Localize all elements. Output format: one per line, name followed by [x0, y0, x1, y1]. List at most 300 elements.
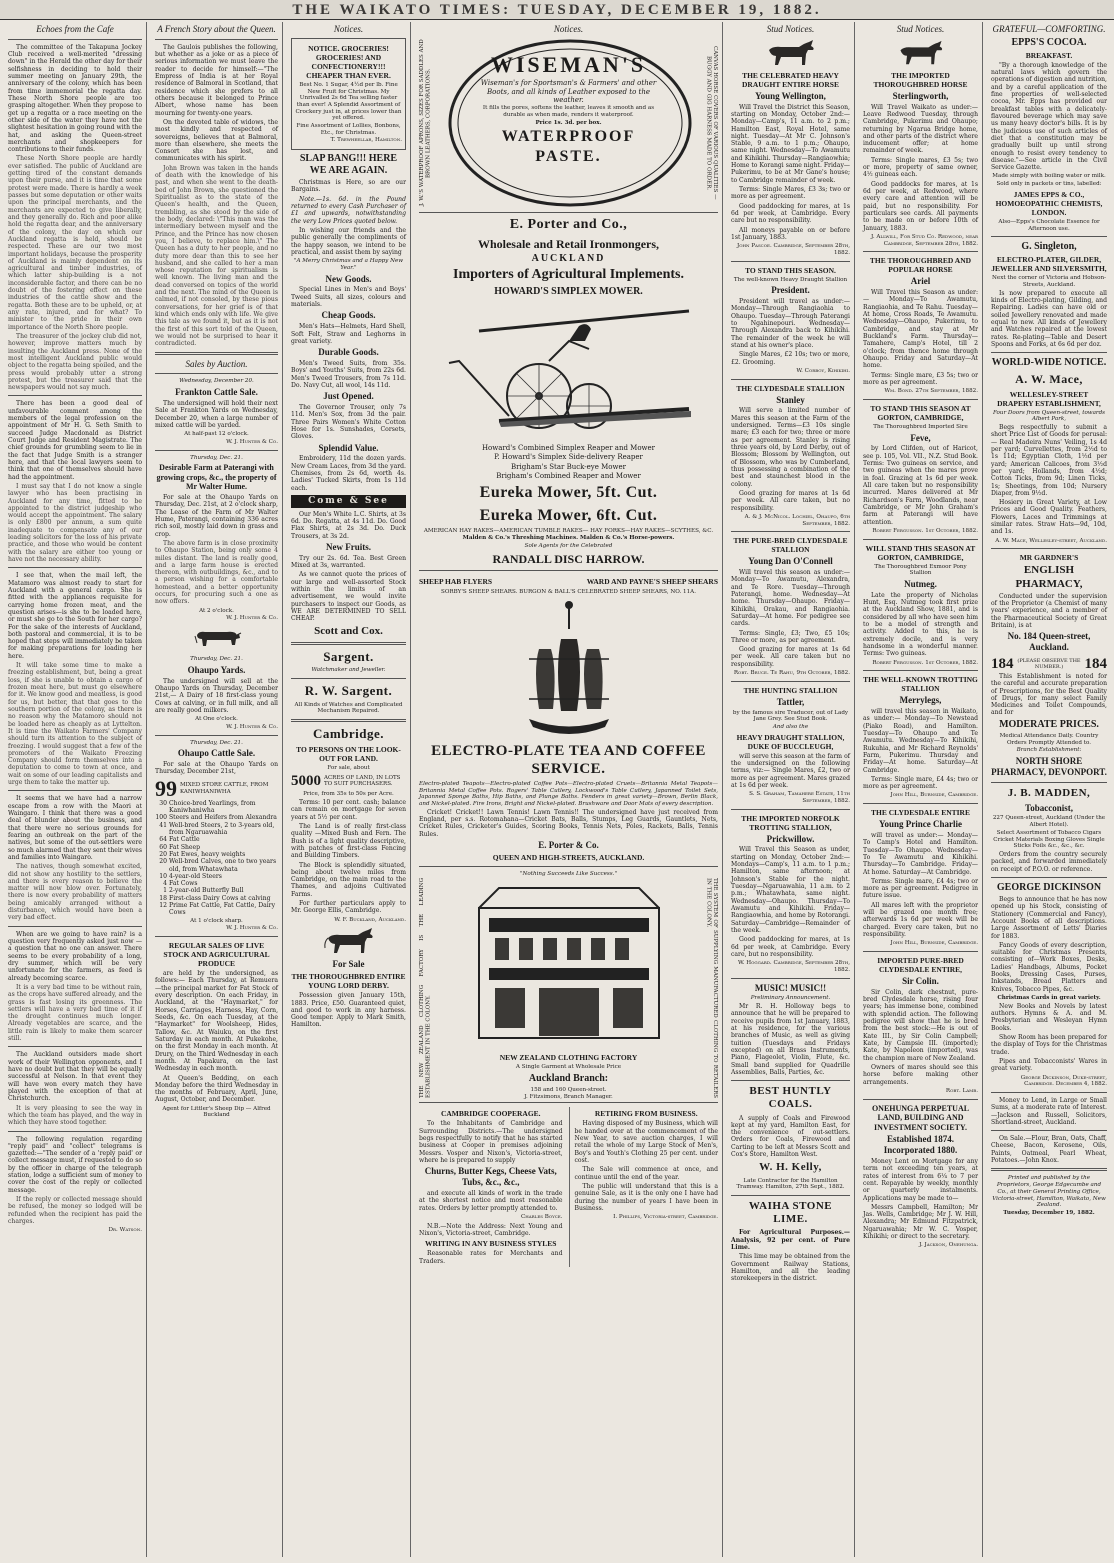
nothing-succeeds: "Nothing Succeeds Like Success." [519, 870, 618, 877]
world-wide-notice: WORLD-WIDE NOTICE. [991, 357, 1107, 369]
column-4 [415, 22, 723, 1557]
mace-sub: WELLESLEY-STREET DRAPERY ESTABLISHMENT, [997, 389, 1101, 408]
echoes-fill-1: These North Shore people are hardly ever satisfied. The public of Auckland are getting tired of the constant demands upon their purse, and it is time that some protest were made. There is hardly a week passes but some deputation or other waits upon the principal merchants, and the merchants are expected to give liberally, and they generally do. Rich and poor alike hold the regatta dear, and the anniversary of the colony, the day on which our Auckland regatta is held, should be respected. These are our two most important holidays, because the prosperity of Auckland is mainly dependent on its agricultural and timber industries, of which latter ship-building is a not inconsiderable factor, and there can be no doubt of the fostering effect on these industries of the cattle show and the regatta. Both these are to be upheld, or, at any rate, injured, and for what? To minister to the pride in their own importance of the North Shore people. [8, 155, 142, 331]
porter-auckland: AUCKLAND [531, 252, 606, 264]
s5-sub: by the famous sire Traducer, out of Lady Jane Grey. See Stud Book. [732, 709, 849, 723]
sale4-list-count: 60 [159, 843, 167, 851]
sale4-signature: W. J. Hunter & Co. [226, 925, 278, 932]
pharmacy-number-row [991, 655, 1107, 673]
sale4-list-count: 20 [159, 858, 167, 866]
echoes-p5: When are we going to have rain? is a question very frequently asked just now —a question that no one can answer. There seems to be every probability of a long, dry summer, which will be very unfortunate for the farmers, as feed is already becoming scarce. [8, 930, 142, 982]
sale4-big-text: MIXED STORE CATTLE, FROM KANIWHANIWHA [180, 782, 269, 795]
s2-terms: Single Mares, £2 10s; two or more, £2. Grooming. [731, 351, 850, 366]
sale4-list-text: Well-bred Calves, one to two years old, from Whatawhata [169, 858, 277, 873]
madden-address: 227 Queen-street, Auckland (Under the Albert Hotel). [992, 815, 1106, 829]
porter-address: QUEEN AND HIGH-STREETS, AUCKLAND. [492, 852, 645, 862]
shears-right: WARD AND PAYNE'S SHEEP SHEARS [586, 577, 718, 587]
on-sale: On Sale.—Flour, Bran, Oats, Chaff, Cheese, Bacon, Kerosene, Oils, Paints, Oatmeal, Pearl Wheat, Potatoes.—John Knox. [991, 1135, 1107, 1165]
land-particulars: For further particulars apply to Mr. George Ellis, Cambridge. [291, 900, 406, 915]
sale4-list-text: Fat Cows [169, 880, 198, 888]
french-story-p2: On the devoted table of widows, the most kindly and respected of sovereigns, believes that at Balmoral, more than elsewhere, she meets the Consort she has lost, and communicates with his spirit. [155, 118, 278, 163]
t3-name: Feve, [910, 432, 931, 443]
sale2-signature: W. J. Hunter & Co. [226, 615, 278, 622]
sale3-body: The undersigned will sell at the Ohaupo Yards on Thursday, December 21st,— A Dairy of 18 first-class young Cows at calving, or in full milk, and all are really good milkers. [155, 677, 278, 714]
s3-signature: A. & J. McNicol. Lochiel, Ohaupo, 6th September, 1882. [744, 513, 850, 527]
reapers-list [419, 444, 718, 481]
eureka-1: Eureka Mower, 5ft. Cut. [479, 484, 658, 502]
sale4-lead: For sale at the Ohaupo Yards on Thursday, December 21st, [155, 761, 278, 776]
music-sub: Preliminary Announcement. [750, 995, 831, 1002]
retiring-body-2: The Sale will commence at once, and continue until the end of the year. [574, 1166, 718, 1181]
t5-title: THE WELL-KNOWN TROTTING STALLION [863, 675, 978, 694]
waiha-foot: This lime may be obtained from the Government Railway Stations, Hamilton, and all the leading storekeepers in the district. [731, 1253, 850, 1283]
t2-name: Ariel [910, 276, 931, 287]
acres-number: 5000 [291, 773, 321, 790]
nzcf-branch: Auckland Branch: [528, 1072, 609, 1084]
singleton-body: Is now prepared to execute all kinds of Electro-plating, Gilding, and Repairing. Ladies can have old or soiled Jewellery renovated and made equal to new. All kinds of Jewellery and Watches repaired at the lowest rates. Re-plating—Table and Desert Spoons and Forks, at 6s 6d per doz. [991, 289, 1107, 348]
just-opened-heading: Just Opened. [323, 391, 374, 402]
cheap-goods-body: Men's Hats—Helmets, Hard Shell, Soft Felt, Straw and Leghorns in great variety. [291, 323, 406, 345]
sale4-list-count: 4 [163, 880, 167, 888]
grocery-notice [291, 38, 406, 150]
grateful-comforting: GRATEFUL—COMFORTING. [992, 24, 1106, 34]
money-to-lend: Money to Lend, in Large or Small Sums, at a moderate rate of Interest.—Jackson and Russell, Solicitors, Shortland-street, Auckland. [991, 1096, 1107, 1126]
sale4-list-text: Well-bred Steers, 2 to 3-years old, from Ngaruawahia [169, 821, 275, 836]
cooperage-title: CAMBRIDGE COOPERAGE. [440, 1109, 541, 1119]
singleton-sub: ELECTRO-PLATER, GILDER, JEWELLER AND SILVERSMITH, [991, 255, 1107, 274]
reaper-item: Brigham's Star Buck-eye Mower [510, 462, 626, 471]
sale4-list-count: 20 [159, 850, 167, 858]
money-lent-signature: J. Jackson, Onehunga. [919, 1242, 978, 1249]
sale4-list-item [155, 851, 278, 858]
sale4-list-count: 41 [159, 821, 167, 829]
sale3-date: Thursday, Dec. 21. [190, 656, 243, 663]
sale4-list-item [155, 880, 278, 887]
echoes-p2: There has been a good deal of unfavourable comment among the members of the legal profession on the appointment of Mr H. G. Seth Smith to succeed Judge Macdonald as District Court Judge and Resident Magistrate. The chief grounds for grumbling seem to lie in the fact that Judge Smith is a stranger here, and that the local lawyers seem to think that one of themselves should have had the appointment. [8, 400, 142, 481]
scott-and-cox: Scott and Cox. [314, 624, 383, 637]
madden-sub: Tobacconist, [1025, 802, 1073, 813]
slap-bang-para: In wishing our friends and the public generally the compliments of the happy season, we intend to be practical, and assist them by saying [291, 227, 406, 256]
paste-top: Wiseman's for Sportsman's & Farmers' and other Boots, and all kinds of Leather exposed to the weather. [480, 79, 657, 104]
land-block: The Block is splendidly situated, being about twelve miles from Cambridge, on the main road to the Thames, and adjoins Cultivated Farms. [291, 861, 406, 898]
stud-notices-head-2: Stud Notices. [896, 24, 945, 34]
dickinson-show: Show Room has been prepared for the display of Toys for the Christmas trade. [991, 1033, 1107, 1056]
regular-sales-foot: At Queen's Bedding, on each Monday before the third Wednesday in the months of February, April, June, August, October, and December. [155, 1074, 278, 1104]
echoes-fill-2: The treasurer of the jockey club did not, however, improve matters much by insulting the Auckland press. None of the most intelligent Auckland public would object to the regatta being spoiled, and the press would probably utter a strong protest, but the treasurer said that the newspapers would not say much. [8, 332, 142, 392]
christmas-cards: Christmas Cards in great variety. [997, 995, 1101, 1001]
s1-signature: John Pascoe. Cambridge, September 28th, 1882. [737, 243, 850, 256]
singleton-name: G. Singleton, [1021, 241, 1077, 253]
echoes-fill-7: It is very pleasing to see the way in which the team has played, and the way in which they have stood together. [8, 1104, 142, 1127]
moderate-prices: MODERATE PRICES. [999, 718, 1099, 730]
echoes-fill-8: If the reply or collected message should be refused, the money so lodged will be refunded when the recipient has paid the charges. [8, 1196, 142, 1225]
writing-body: Reasonable rates for Merchants and Traders. [419, 1250, 563, 1265]
come-and-see-banner: Come & See [291, 495, 406, 508]
echoes-title: Echoes from the Cafe [36, 24, 114, 34]
column-1 [4, 22, 147, 1557]
cricket-body: Cricket! Cricket!! Lawn Tennis! Lawn Tennis!! The undersigned have just received from England, per s.s. Rotomahana—Cricket Bats, Balls, Stumps, Leg Guards, Gauntlets, Nets, Cricket Rules, Cricketer's Guides, Scoring Books, Tennis Nets, Poles, Rackets, Balls, Tennis Rules. [419, 808, 718, 838]
mace-name: A. W. Mace, [1015, 372, 1083, 387]
onehunga-title: ONEHUNGA PERPETUAL LAND, BUILDING AND INVESTMENT SOCIETY. [871, 1103, 970, 1132]
paste-bottom: WATERPROOF PASTE. [501, 128, 636, 165]
just-opened-body: The Governor Trouser, only 7s 11d. Men's Sox, from 3d the pair. Three Pairs Women's White Cotton Hose for 1s. Sunshades, Corsets, Gloves. [291, 403, 406, 441]
t1-title: THE IMPORTED THOROUGHBRED HORSE [873, 70, 968, 89]
s1-name: Young Wellington, [755, 90, 826, 101]
notices-head-2: Notices. [553, 24, 584, 34]
s3-name: Stanley [776, 394, 805, 405]
durable-goods-heading: Durable Goods. [318, 347, 379, 358]
american-rakes: AMERICAN HAY RAKES—AMERICAN TUMBLE RAKES— HAY FORKS—HAY RAKES—SCYTHES, &C. [423, 527, 714, 534]
t1-body: Will Travel Waikato as under:— Leave Redwood Tuesday, through Cambridge, Pukerimu and Ohaupo; returning by Ngarua Bridge home, and other parts of the district where inducement offer; at home remainder of week. [863, 103, 978, 155]
t4-title: WILL STAND THIS SEASON AT GORTON, CAMBRIDGE, [865, 543, 976, 562]
durable-goods-body: Men's Tweed Suits, from 35s. Boys' and Youths' Suits, from 22s 6d. Men's Tweed Trousers, from 7s 11d. Do. Navy Cut, all wool, 14s 11d. [291, 359, 406, 389]
huntly-title: BEST HUNTLY COALS. [749, 1085, 832, 1111]
t6-signature: John Hill, Burnside, Cambridge. [890, 940, 978, 947]
randall-harrow: RANDALL DISC HARROW. [492, 551, 645, 566]
cow-icon [191, 625, 243, 653]
mower-illustration-icon [439, 301, 699, 441]
huntly-body: A supply of Coals and Firewood kept at my yard, Hamilton East, for the convenience of out-settlers. Orders for Coals, Firewood and Carting to be left at Messrs Scott and Cox's Store, Hamilton West. [731, 1114, 850, 1159]
t2-title: THE THOROUGHBRED AND POPULAR HORSE [869, 256, 972, 275]
echoes-p6: The Auckland outsiders made short work of their Wellington opponents, and I have no doubt but that they will be equally successful at Nelson. In that event they will have won every match they have played with the exception of that at Christchurch. [8, 1051, 142, 1103]
rw-sargent-title: R. W. Sargent. [304, 683, 393, 699]
s6-name: Prickwillow. [766, 833, 815, 844]
t4-sub: The Thoroughbred Exmoor Pony Stallion [874, 563, 967, 577]
electro-body: Electro-plated Teapots—Electro-plated Coffee Pots—Electro-plated Cruets—Britannia Metal Teapots—Britannia Metal Coffee Pots. Rogers' Table Cutlery, Lockwood's Table Cutlery, Japanned Toilet Sets, Japanned Sponge Baths, Hip Baths, and Plunge Baths. Fenders in great variety—Brown, Berlin Black, and Nickel-plated. Fire Irons, Bright and Nickel-plated. Brushware and Door Mats of every description. [419, 780, 718, 808]
eureka-2: Eureka Mower, 6ft. Cut. [479, 506, 658, 524]
sale1-body: The undersigned will hold their next Sale at Frankton Yards on Wednesday, December 20, when a large number of mixed cattle will be yarded. [155, 399, 278, 429]
t2-terms: Terms: Single mare, £3 5s; two or more as per agreement. [863, 371, 978, 386]
pharmacy-establishment: This Establishment is noted for the careful and accurate preparation of Prescriptions, for the Best Quality of Drugs, for many select Family Medicines and Toilet Compounds, and for [991, 672, 1107, 717]
s2-sub: The well-known Heavy Draught Stallion [733, 276, 848, 283]
sale4-time: At 1 o'clock sharp. [190, 917, 243, 924]
retiring-signature: I. Phillips, Victoria-street, Cambridge. [613, 1214, 718, 1221]
lookout-title: TO PERSONS ON THE LOOK-OUT FOR LAND. [296, 744, 401, 763]
s4-foot: Good grazing for mares at 1s 6d per week. All care taken but no responsibility. [731, 646, 850, 668]
porter-sub: Wholesale and Retail Ironmongers, [477, 236, 660, 251]
sale4-list-count: 10 [159, 872, 167, 880]
s5-signature: S. S. Graham, Tamahere Estate, 11th September, 1882. [749, 791, 850, 804]
slap-bang-note: Note.—1s. 6d. in the Pound returned to every Cash Purchaser of £1 and upwards, notwithstanding the very Low Prices quoted below. [291, 195, 406, 225]
splendid-value-body: Embroidery, 11d the dozen yards. New Cream Laces, from 3d the yard. Chemises, from 2s 6d, worth 4s. Ladies' Tucked Skirts, from 1s 11d each. [291, 455, 406, 492]
money-lent-list: Messrs Campbell, Hamilton; Mr Jas. Wells, Cambridge; Mr J. W. Hill, Alexandra; Mr Edmund Fitzpatrick, Ngaruawahia; Mr W. C. Vosper, Kihikihi; or direct to the secretary. [863, 1203, 978, 1241]
mace-foot: Hosiery in Great Variety, at Low Prices and Good Quality. Feathers, Flowers, Laces and Trimmings at similar rates. Straw Hats—9d, 10d, and 1s. [991, 499, 1107, 536]
echoes-p7: The following regulation regarding "reply paid" and "collect" telegrams is gazetted:—"The sender of a 'reply paid' or collect message must, if requested to do so by the officer in charge of the telegraph station, lodge a sufficient sum of money to cover the cost of the reply or collected message. [8, 1135, 142, 1194]
echoes-p4: It seems that we have had a narrow escape from a row with the Maori at Waingaro. I think that there was a good deal of blunder about the business, and that there were no serious grounds for fearing an outbreak on the part of the natives, but some of the out-settlers were so much alarmed that they sent their wives and families into Waingaro. [8, 795, 142, 861]
clothing-side-right: THE SYSTEM OF SUPPLYING MANUFACTURED CLOTHING TO RETAILERS IN THE COLONY. [705, 878, 718, 1099]
s1-fee-2: All moneys payable on or before 1st January, 1883. [731, 226, 850, 241]
sargent-title: Sargent. [323, 648, 374, 664]
derby-body: Possession given January 15th, 1883. Price, £50. Guaranteed quiet, and good to work in any harness. Good temper. Apply to Mark Smith, Hamilton. [291, 992, 406, 1029]
column-3 [287, 22, 411, 1557]
echoes-fill-3: I must say that I do not know a single lawyer who has been practising in Auckland for any time, fitted to be appointed to the district judgeship who would accept the appointment. The salary is only £800 per annum, a sum quite inadequate to compensate any of our leading solicitors for the loss of his private practice, and those who would be content with the salary are either too young or have not the necessary ability. [8, 482, 142, 564]
music-body: Mr R. H. Holloway begs to announce that he will be prepared to receive pupils from 1st January, 1883, at his residence, for the various branches of Music, as well as giving tuition (Tuesdays and Fridays excepted) on all Brass Instruments, Piano, Flageolet, Violin, Flute, &c. Small band supplied for Quadrille Assemblies, Balls, Parties, &c. [731, 1003, 850, 1076]
s2-title: TO STAND THIS SEASON. [745, 265, 836, 275]
t4-signature: Robert Fergusson. 1st October, 1882. [872, 659, 978, 666]
t7-signature: Robt. Lamb. [945, 1087, 978, 1094]
madden-foot: Orders from the country securely packed, and forwarded immediately on receipt of P.O.O. or reference. [991, 851, 1107, 873]
sale4-list-item [155, 844, 278, 851]
sale4-list-text: Steers and Heifers from Alexandra [169, 814, 277, 822]
madden-body: Select Assortment of Tobacco Cigars Cricket Materials Boxing Gloves Single Sticks Foils &c., &c., &c. [993, 829, 1105, 850]
land-body: The Land is of really first-class quality —Mixed Bush and Fern. The Bush is of a light quality descriptive, with patches of first-class Fencing and Building Timbers. [291, 822, 406, 860]
echoes-fill-5: The natives, though somewhat excited, did not show any hostility to the settlers, and there is every reason to believe the matter will now blow over. Fortunately, there is now every probability of matters being amicably arranged without a disturbance, which would have been a very bad effect. [8, 863, 142, 922]
s5-name-2: HEAVY DRAUGHT STALLION, DUKE OF BUCCLEUGH, [736, 732, 845, 751]
mace-address: Four Doors from Queen-street, towards Albert Park, [992, 409, 1106, 423]
stud-notices-head: Stud Notices. [766, 24, 815, 34]
nzcf-branch-manager: J. Fitzsimons, Branch Manager. [524, 1094, 613, 1101]
s1-fee: Good paddocking for mares, at 1s 6d per week, at Cambridge. Every care but no responsibility. [731, 202, 850, 225]
s6-title: THE IMPORTED NORFOLK TROTTING STALLION, [741, 813, 840, 832]
nzcf-name: NEW ZEALAND CLOTHING FACTORY [499, 1052, 638, 1062]
sale4-list-count: 30 [159, 799, 167, 807]
echoes-fill-4: It will take some time to make a freezing establishment, but, being a great loss, if she is unable to obtain a cargo of frozen meat here, but must go elsewhere for it. We know good and meatless, is good for us, but better, that that goes to the southern portion of the colony, as there is no reason why the Matamoro should not be loaded here as cheaply as at Lyttelton. It is time the Waikato Farmers' Company should turn its attention to the subject of freezing. I would suggest that a few of the promoters of the Waikato Freezing Company should form themselves into a deputation to come to town at once, and wait on some of our leading capitalists and urge them to take the matter up. [8, 662, 142, 787]
sale4-list-item [155, 814, 278, 821]
s6-signature: W. Hoggard. Cambridge, September 28th, 1882. [737, 960, 850, 973]
grocery-signature: T. Trewheellar, Hamilton. [330, 137, 402, 144]
music-title: MUSIC! MUSIC!! [754, 982, 827, 993]
echoes-p1: The committee of the Takapuna Jockey Club received a well-merited "dressing down" in the Herald the other day for their selfishness in deciding to hold their summer meeting on January 29th, the anniversary of the colony, which has been from time immemorial the regatta day. These North Shore people are too grasping altogether. When they propose to get up a regatta or a race meeting on the other side of the water they have not the slightest hesitation in going round with the hat, and asking the Queen-street merchants and shopkeepers for contributions to their funds. [8, 43, 142, 154]
sale4-list-text: Fat Cattle [169, 836, 200, 844]
s4-terms: Terms: Single, £3; Two, £5 10s; Three or more, as per agreement. [731, 629, 850, 644]
sale4-list-item [155, 822, 278, 837]
shears-sub: SORBY'S SHEEP SHEARS. BURGON & BALL'S CELEBRATED SHEEP SHEARS, NO. 11A. [441, 589, 696, 596]
sale4-list-text: 4-year-old Steers [169, 872, 222, 880]
porter-2: E. Porter & Co. [538, 839, 599, 850]
column-2 [151, 22, 283, 1557]
t7-title: IMPORTED PURE-BRED CLYDESDALE ENTIRE, [877, 956, 964, 975]
t1-terms: Terms: Single mares, £3 5s; two or more, property of same owner, 4½ guineas each. [863, 156, 978, 179]
derby-title: THE THOROUGHBRED ENTIRE YOUNG LORD DERBY. [291, 972, 406, 991]
clothing-side-left: THE NEW ZEALAND CLOTHING FACTORY IS THE LEADING ESTABLISHMENT IN THE COLONY. [419, 878, 432, 1099]
new-goods-heading: New Goods. [325, 273, 372, 284]
paste-mid: It fills the pores, softens the leather, leaves it smooth and as durable as when made, renders it waterproof. [482, 105, 655, 119]
echoes-signature: Dr. Watson. [108, 1227, 142, 1234]
shears-left: SHEEP HAB FLYERS [419, 577, 493, 587]
epps-company: JAMES EPPS & CO., HOMOEOPATHIC CHEMISTS, LONDON. [995, 189, 1103, 217]
s1-body: Will Travel the District this Season, starting on Monday, October 2nd:— Monday—Camp's, 11 a.m. to 2 p.m.; Hamilton East, Royal Hotel, same night. Tuesday—At Mr C. Johnson's Stable, 9 a.m. to 1 p.m.; Ohaupo, same night. Wednesday—To Awamutu and Kihikihi. Thursday—Rangiaowhia; Home to Korangi same night. Friday—Pukerimu, to be at Mr Gane's house; to Cambridge remainder of week. [731, 103, 850, 184]
sale4-list-count: 18 [159, 894, 167, 902]
t6-terms: Terms: Single mare, £4 4s; two or more as per agreement. Pedigree in future issue. [863, 877, 978, 900]
t2-signature: Wm. Bond. 27th September, 1882. [884, 388, 978, 395]
sale1-title: Frankton Cattle Sale. [175, 387, 258, 398]
mace-body: Begs respectfully to submit a short Price List of Goods for perusal:— Real Madeira Nuns' Veiling, 1s 4d per yard; Curvellettes, from 2½d to 1s 11d; Egyptian Cloth, 1½d per yard; American Calicoes, from 3½d per yard; Hollands, from 4½d; Cotton Ticks, from 9d; Linen Ticks, 1s; Sheetings, from 10d; Nursery Diaper, from 9½d. [991, 424, 1107, 497]
paste-brand: WISEMAN'S [490, 51, 647, 77]
sale4-big-number: 99 [155, 775, 177, 801]
reaper-item: P. Howard's Simplex Side-delivery Reaper [494, 453, 643, 462]
t6-title: THE CLYDESDALE ENTIRE [871, 808, 970, 818]
nzcf-branch-address: 158 and 160 Queen-street. [530, 1086, 607, 1093]
cooperage-signature: Charles Boyce. [521, 1213, 563, 1220]
s1-title: THE CELEBRATED HEAVY DRAUGHT ENTIRE HORSE [742, 70, 839, 89]
s5-body: will serve this season at the farm of the undersigned on the following terms, viz:— Single Mares, £2, two or more as per agreement. Mares grazed at 1s 6d per week. [731, 752, 850, 789]
reaper-item: Howard's Combined Simplex Reaper and Mower [481, 443, 656, 452]
paste-price: Price 1s. 3d. per box. [535, 119, 602, 126]
s6-body: Will Travel this Season as under, starting on Monday, October 2nd:— Mondays—Camp's, 11 a.m. to 1 p.m.; Hamilton, same afternoon; at Johnson's Stable for the night. Tuesday—Ngaruawahia, 11 a.m. to 2 p.m.; Whatawhata, same night. Wednesday—Ohaupo. Thursday—To Awamutu and Kihikihi. Friday—Rangiaowhia, and home by Rotorangi. Saturday—Cambridge—Remainder of the week. [731, 846, 850, 934]
singleton-address: Next the corner of Victoria and Hobson-Streets, Auckland. [992, 275, 1106, 288]
french-story-title: A French Story about the Queen. [157, 24, 276, 34]
sale2-body: For sale at the Ohaupo Yards on Thursday, Dec. 21st, at 2 o'clock sharp, The Lease of the Farm of Mr Walter Hume, Paterangi, containing 336 acres rich soil, mostly laid down in grass and crop. [155, 494, 278, 538]
sale4-list-item [155, 873, 278, 880]
column-6 [859, 22, 983, 1557]
s3-foot: Good grazing for mares at 1s 6d per week. All care taken, but no responsibility. [731, 489, 850, 512]
regular-sales-title: REGULAR SALES OF LIVE STOCK AND AGRICULTURAL PRODUCE [163, 941, 270, 969]
sale4-list-text: Fat Sheep [169, 843, 201, 851]
pharmacy-address: No. 184 Queen-street, Auckland. [1007, 631, 1091, 653]
t5-name: Merrylegs, [899, 695, 942, 706]
sale4-list-text: First-class Dairy Cows at calving [169, 894, 271, 902]
sale4-list-item [155, 800, 278, 815]
sale4-list-count: 12 [159, 902, 167, 910]
english-pharmacy: ENGLISH PHARMACY, [1015, 564, 1083, 590]
cheap-goods-heading: Cheap Goods. [321, 310, 376, 321]
sale4-list-count: 1 [163, 887, 167, 895]
echoes-fill-6: It is a very bad time to be without rain, as the crops have suffered already, and the grass is fast losing its greenness. The settlers will have a very bad time of it if the drought continues much longer. Already vegetables are scarce, and the little rain is likely to make them scarcer still. [8, 983, 142, 1043]
merry-christmas: "A Merry Christmas and a Happy New Year." [293, 258, 404, 271]
retiring-title: RETIRING FROM BUSINESS. [594, 1109, 698, 1119]
epps-also: Also—Epps's Chocolate Essence for Afternoon use. [998, 218, 1100, 232]
sale2-fill: The above farm is in close proximity to Ohaupo Station, being only some 4 miles distant. The land is really good, and a large farm house is erected thereon, with outbuildings, &c., and to a person wishing for a comfortable homestead, and a better opportunity occurs, for procuring such a one as now offers. [155, 539, 278, 606]
covers-side-text: CANVAS HORSE COVERS OF VARIOUS QUALITIES — BUGGY AND GIG HARNESS MADE TO ORDER. [705, 46, 718, 200]
s3-body: Will serve a limited number of Mares this season at the Farm of the undersigned. Terms—£3 10s single mare; £3 each for two; three or more as per agreement. Stanley is rising three years old, by Lord Derby, out of Blossom; Blossom by Wellington, out of Blossom, who was by Cumberland, thus possessing a combination of the best and staunchest blood in the colony. [731, 407, 850, 488]
grocery-foot: Fine Assortment of Lollies, Bonbons, Etc., for Christmas. [296, 123, 401, 136]
aprons-side-text: J. W.'S WATERPROOF APRONS, SIZES FOR SADDLES AND BROWN LEATHERS, CORPORATIONS. [419, 39, 432, 207]
echoes-p3: I see that, when the mail left, the Matamoro was almost ready to start for Auckland with a general cargo. She is fitted with the appliances requisite for carrying home frozen meat, and the question arises—is she to be loaded here, or must she go to the South for her cargo? For the sake of the interests of Auckland, both pastoral and commercial, it is to be hoped that steps will immediately be taken for making preparations for loading her here. [8, 572, 142, 660]
masthead-title: THE WAIKATO TIMES: TUESDAY, DECEMBER 19, 1882. [292, 1, 822, 18]
sale2-title: Desirable Farm at Paterangi with growing crops, &c., the property of Mr Walter Hume. [156, 463, 277, 492]
t3-sub: The Thoroughbred Imported Sire [873, 423, 968, 430]
imprint-date: Tuesday, December 19, 1882. [1003, 1209, 1095, 1216]
t7-body: Sir Colin, dark chestnut, pure-bred Clydesdale horse, rising four years; has immense bone, combined with splendid action. The following pedigree will show that he is bred from the best stock:—He is out of Kate III., by Sir Colin Campbell; Kate, by Campsie III. (imported); Kate, by Napoleon (imported), was the champion mare of New Zealand. [863, 988, 978, 1062]
t1-name: Sterlingworth, [892, 90, 949, 101]
s2-signature: W. Corboy, Kihikihi. [796, 367, 850, 374]
dickinson-signature: George Dickinson, Duke-street, Cambridge. December 4, 1882. [1020, 1074, 1107, 1088]
land-signature: W. F. Buckland, Auckland. [334, 916, 406, 923]
north-shore-pharmacy: NORTH SHORE PHARMACY, DEVONPORT. [991, 755, 1107, 777]
sale4-list [155, 800, 278, 917]
s1-terms: Terms: Single Mares, £3 3s; two or more as per agreement. [731, 186, 850, 201]
pharmacy-observe: (PLEASE OBSERVE THE NUMBER.) [1017, 657, 1081, 670]
sale1-time: At half-past 12 o'clock. [184, 431, 249, 438]
sale4-list-item [155, 895, 278, 902]
draught-horse-icon [761, 38, 821, 68]
sale1-date: Wednesday, December 20. [179, 378, 254, 385]
horse-icon [320, 926, 378, 956]
t7-name: Sir Colin. [902, 976, 939, 987]
nzcf-single: A Single Garment at Wholesale Price [515, 1063, 622, 1070]
imprint: Printed and published by the Proprietors, George Edgecumbe and Co., at their General Printing Office, Victoria-street, Hamilton, Waikato, New Zealand. [992, 1175, 1106, 1209]
our-shirts-body: Our Men's White L.C. Shirts, at 3s 6d. Do. Regatta, at 4s 11d. Do. Good Flax Shirts, at 2s 3d. Do. Duck Trousers, at 3s 2d. [291, 510, 406, 540]
retiring-body-3: The public will understand that this is a genuine Sale, as it is the only one I have had during the number of years I have been in Business. [574, 1182, 718, 1212]
dickinson-books: New Books and Novels by latest authors. Hymns & A. and M. Presbyterian and Wesleyan Hymn Books. [991, 1002, 1107, 1032]
t2-body: Will Travel this Season as under:— Monday—To Awamutu, Rangiaohia, and Te Rahu. Tuesday—At home, Cross Roads, Te Awamutu. Wednesday—Ohaupo, Pukerimu, to Cambridge, and stay at Mr Buckland's Farm. Thursday—Tamahere, Camp's Hotel, till 2 o'clock; from thence home through Ohaupo. Friday and Saturday—At home. [863, 289, 978, 370]
s4-signature: Robt. Bruce. Te Rahu, 9th October, 1882. [733, 670, 850, 677]
t3-signature: Robert Fergusson. 1st October, 1882. [872, 527, 978, 534]
sale4-list-text: Prime Fat Cattle, Fat Cattle, Dairy Cows [169, 902, 276, 917]
s5-title: THE HUNTING STALLION [743, 685, 838, 695]
slap-bang-title: SLAP BANG!!! HERE WE ARE AGAIN. [299, 153, 398, 177]
pharmacy-184-right: 184 [1084, 655, 1107, 672]
sale1-signature: W. J. Hunter & Co. [226, 438, 278, 445]
mower-title: HOWARD'S SIMPLEX MOWER. [494, 285, 643, 297]
t5-signature: John Hill, Burnside, Cambridge. [890, 792, 978, 799]
epps-body: "By a thorough knowledge of the natural laws which govern the operations of digestion and nutrition, and by a careful application of the fine properties of well-selected cocoa, Mr. Epps has provided our breakfast tables with a delicately-flavoured beverage which may save us many heavy doctor's bills. It is by the judicious use of such articles of diet that a constitution may be gradually built up until strong enough to resist every tendency to disease."—See article in the Civil Service Gazette. [991, 61, 1107, 172]
s6-foot: Good paddocking for mares, at 1s 6d per week, at Cambridge. Every care, but no responsibility. [731, 936, 850, 958]
sale4-date: Thursday, Dec. 21. [190, 739, 243, 746]
pharmacy-body: Conducted under the supervision of the Proprietor (a Chemist of many years' experience, and a member of the Pharmaceutical Society of Great Britain), is at [991, 592, 1107, 630]
waiha-title: WAIHA STONE LIME. [748, 1200, 833, 1226]
malden-machines: Malden & Co.'s Threshing Machines. Malden & Co.'s Horse-powers. [462, 535, 675, 542]
t4-body: Late the property of Nicholas Hunt, Esq. Nutmeg took first prize at the Auckland Show, 1881, and is considered by all who have seen him to be a model of strength and activity. Added to this, he is extremely docile, and is very handsome in a wonderful manner. Terms: Two guineas. [863, 591, 978, 658]
cambridge-title: Cambridge. [312, 726, 385, 742]
sale4-list-text: Choice-bred Yearlings, from Kaniwhaniwha [169, 799, 256, 815]
sale4-title: Ohaupo Cattle Sale. [177, 748, 256, 759]
s4-body: Will travel this season as under:— Monday—To Awamutu, Alexandra, and Te Rore. Tuesday—Through Paterangi, home. Wednesday—At home. Thursday—Ohaupo. Friday—Kihikihi, Orakau, and Rangiaohia. Saturday—At home. For pedigree see cards. [731, 569, 850, 628]
s2-body: President will travel as under:— Monday—Through Rangiaohia to Ohaupo. Tuesday—Through Paterangi to Ngahinepouri. Wednesday—Through Alexandra back to Kihikihi. The remainder of the week he will stand at his owner's place. [731, 298, 850, 349]
regular-sales-body: are held by the undersigned, as follows:— Each Thursday, at Remuera—the principal market for Fat Stock of every description. On each Friday, in Auckland, at the "Haymarket," for Horses, Carriages, Harness, Hay, Corn, Seeds, &c. On each Tuesday, at the "Haymarket" for Woolsheep, Hides, Tallow, &c. At Waiuku, on the first Saturday in each month. At Pukekohe, on the first Monday in each month. At Drury, on the Third Wednesday in each month. At Papakura, on the last Wednesday in each month. [155, 970, 278, 1073]
sale4-list-item [155, 858, 278, 873]
t5-body: will travel this season in Waikato, as under:— Monday—To Newstead (Piako Road), and Hamilton. Tuesday—To Ohaupo and Te Awamutu. Wednesday—To Kihikihi, Rukuhia, and Mr Richard Reynolds' Farm, Pukerimu. Thursday and Friday—At home. Saturday—At Cambridge. [863, 708, 978, 774]
french-story-fill: John Brown was taken in the hands of death with the knowledge of his past, and when she went to the death-bed of John Brown, she questioned the Spiritualist as to the state of the Queen's health, and the Queen, trembling, as she stood by the side of the body, declared: \"This man was the intermediary between myself and the Prince, and the Prince has now chosen you, I believe, to replace him.\" The Queen has a duty to her people, and no duty more dear than this to see her husband, and she called to her a man whose reputation for spiritualism is well known. The living man and the dead conversed on topics of the world and the next. The mind of the Queen is calmed, if not consoled, by these pious conversations, for her grief is of that kind which ends only with life. We give this tale as we found it, but as it is not the first of this sort told of the Queen, we would not be surprised to hear it contradicted. [155, 164, 278, 348]
sale3-time: At One o'clock. [195, 716, 238, 723]
sargent-sub: Watchmaker and Jeweller. [311, 667, 386, 674]
column-5 [727, 22, 855, 1557]
tea-line: Try our 2s. 6d. Tea. Best Green Mixed at 3s, warranted. [291, 554, 406, 570]
sale4-list-text: 2-year-old Butterfly Bull [169, 887, 244, 895]
french-story-p1: The Gaulois publishes the following, but whether as a joke or as a piece of serious information we must leave the reader to decide for himself:—"The Empress of India is at her Royal residence of Balmoral in Scotland, that residence which she prefers to all others because it belonged to Prince Albert, whose name has been mourning for twenty-one years. [155, 43, 278, 117]
sale4-list-count: 100 [155, 814, 167, 822]
wiseman-paste-ad [419, 38, 718, 208]
writing-title: WRITING IN ANY BUSINESS STYLES [425, 1239, 557, 1249]
t1-foot: Good paddocks for mares, at 1s 6d per week, at Redwood, where every care and attention will be paid, but no responsibility. For particulars see cards. All payments to be made on or before 10th of January, 1883. [863, 180, 978, 232]
cooperage-body: To the Inhabitants of Cambridge and Surrounding Districts.—The undersigned begs respectfully to notify that he has started business at Cooper in premises adjoining Messrs. Vosper and Nixon's, Victoria-street, where he is prepared to supply [419, 1120, 563, 1165]
grocery-body: Best No. 1 Sugar, 4½d per lb. Fine New Fruit for Christmas. My Unrivalled 2s 6d Tea selling faster than ever! A Splendid Assortment of Crockery just in, at prices lower than yet offered. [295, 81, 402, 122]
new-fruits-heading: New Fruits. [326, 541, 371, 552]
onehunga-established: Established 1874. Incorporated 1880. [883, 1134, 958, 1156]
t6-foot: All mares left with the proprietor will be grazed one month free; afterwards 1s 6d per week will be charged. Every care taken, but no responsibility. [863, 901, 978, 939]
dickinson-name: GEORGE DICKINSON [996, 881, 1102, 893]
masthead [0, 0, 1114, 20]
sole-agents: Sole Agents for the Celebrated [524, 543, 613, 550]
cooperage-items: Churns, Butter Kegs, Cheese Vats, Tubs, &c., &c., [424, 1166, 557, 1188]
grocery-title: NOTICE. GROCERIES! GROCERIES! AND CONFECTIONERY!!! CHEAPER THAN EVER. [306, 43, 391, 80]
acre-price: Price, from 35s to 50s per Acre. [303, 791, 394, 798]
regular-sales-signature: Agent for Littler's Sheep Dip — Alfred Buckland [162, 1105, 271, 1119]
pharmacy-184-left: 184 [991, 655, 1014, 672]
clothing-factory-ad [419, 878, 718, 1101]
kelly-name: W. H. Kelly, [759, 1161, 822, 1174]
t6-body: will travel as under:— Monday—To Camp's Hotel and Hamilton. Tuesday—To Ohaupo. Wednesday—To Te Awamutu and Kihikihi. Thursday—To Cambridge. Friday—At home. Saturday—At Cambridge. [863, 831, 978, 876]
paste-seal [445, 38, 692, 208]
epps-made: Made simply with boiling water or milk. [992, 173, 1106, 180]
sale2-date: Thursday, Dec. 21. [190, 454, 243, 461]
epps-sold: Sold only in packets or tins, labelled: [996, 181, 1102, 188]
t6-name: Young Prince Charlie [879, 819, 962, 830]
t3-body: by Lord Clifden, out of Haricot, see p. 105, Vol. VII., N.Z. Stud Book. Terms: Two guineas on service, and two guineas when the mares prove in foal. Grazing at 1s 6d per week. All care taken but no responsibility incurred. Mares delivered at Mr Richardson's Farm, Woodlands, near Cambridge, or Mr John Graham's farm at Paterangi will have attention. [863, 445, 978, 526]
epps-title: EPPS'S COCOA. [1011, 36, 1087, 48]
s3-title: THE CLYDESDALE STALLION [736, 383, 845, 393]
rw-sargent-body: All Kinds of Watches and Complicated Mechanism Repaired. [294, 701, 403, 715]
sale2-time: At 2 o'clock. [199, 607, 234, 614]
pharmacy-advice: Medical Attendance Daily. Country Orders Promptly Attended to. [999, 732, 1099, 746]
madden-name: J. B. MADDEN, [1007, 786, 1091, 799]
electro-title: ELECTRO-PLATE TEA AND COFFEE SERVICE. [431, 742, 706, 777]
porter-importers: Importers of Agricultural Implements. [453, 266, 684, 282]
branch-establishment: Branch Establishment: [1016, 747, 1082, 754]
s4-title: THE PURE-BRED CLYDESDALE STALLION [733, 536, 848, 555]
sale4-list-count: 64 [159, 836, 167, 844]
sale4-list-item [155, 887, 278, 894]
